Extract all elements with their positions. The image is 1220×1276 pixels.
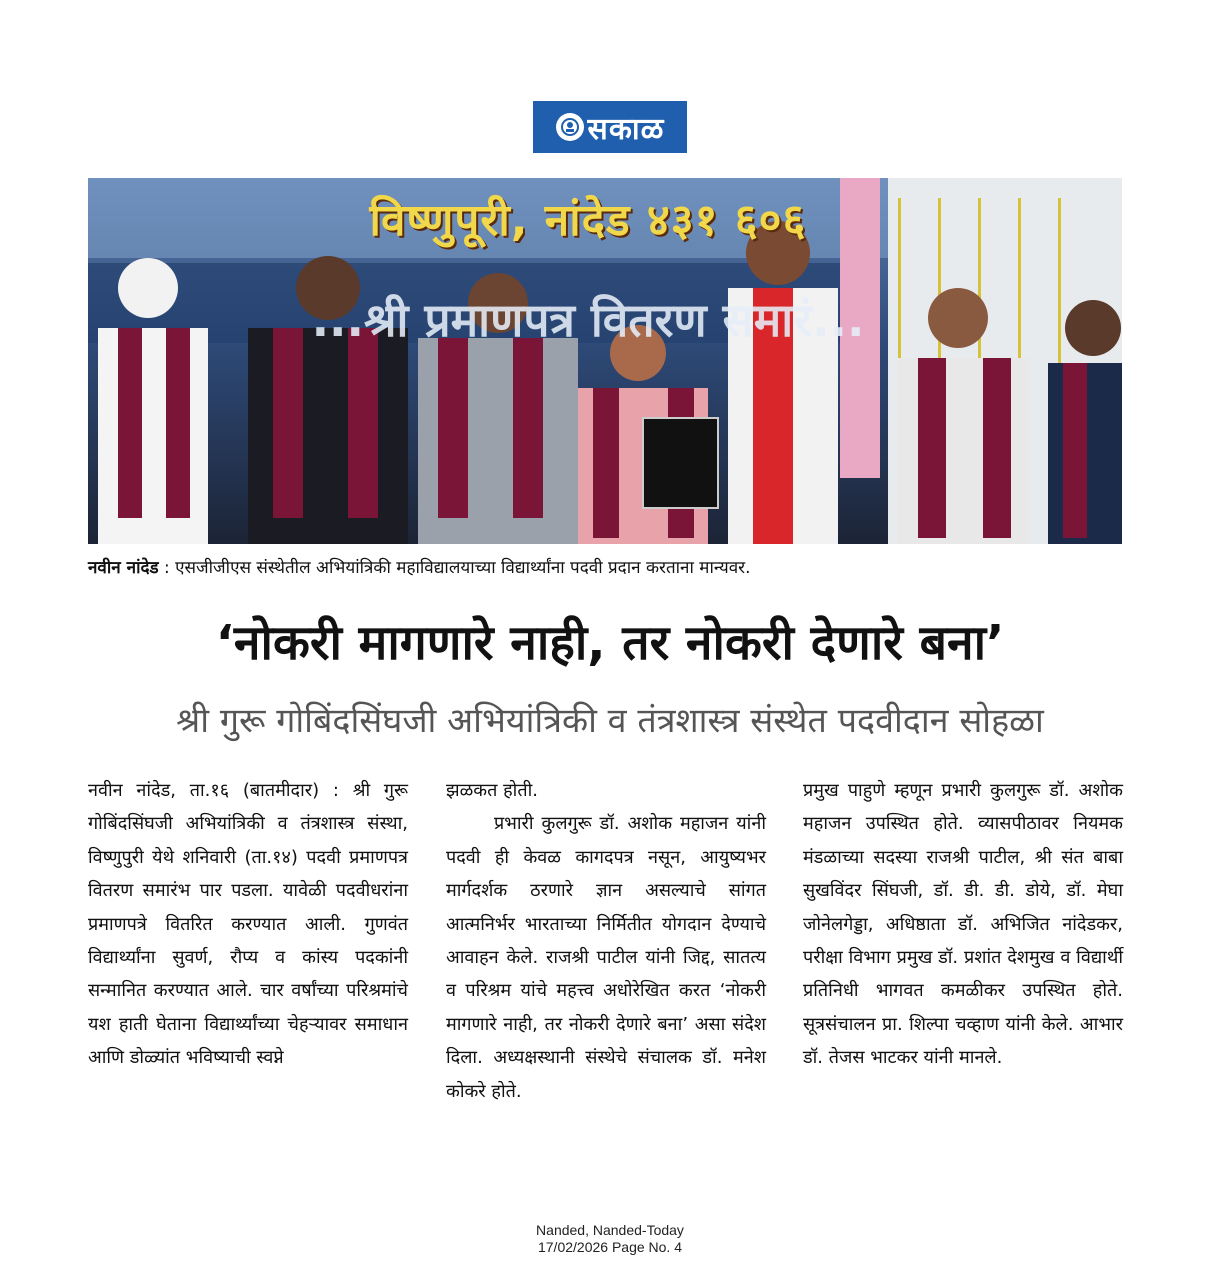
article-column-3: [803, 774, 1123, 1075]
caption-text: : एसजीजीएस संस्थेतील अभियांत्रिकी महाविद्यालयाच्या विद्यार्थ्यांना पदवी प्रदान करताना मान्यवर.: [158, 558, 751, 578]
article-column-2: [446, 774, 766, 1108]
masthead-name: सकाळ: [587, 111, 665, 147]
subheadline: श्री गुरू गोबिंदसिंघजी अभियांत्रिकी व तंत्रशास्त्र संस्थेत पदवीदान सोहळा: [176, 701, 1044, 741]
footer-edition: Nanded, Nanded-Today: [536, 1222, 684, 1238]
photo-caption: [88, 556, 1128, 580]
article-paragraph: झळकत होती.: [446, 780, 538, 801]
newspaper-masthead: [533, 101, 687, 153]
article-paragraph: प्रमुख पाहुणे म्हणून प्रभारी कुलगुरू डॉ. अशोक महाजन उपस्थित होते. व्यासपीठावर नियमक मंडळाच्या सदस्या राजश्री पाटील, श्री संत बाबा सुखविंदर सिंघजी, डॉ. डी. डी. डोये, डॉ. मेघा जोनेलगेड्डा, अधिष्ठाता डॉ. अभिजित नांदेडकर, परीक्षा विभाग प्रमुख डॉ. प्रशांत देशमुख व विद्यार्थी प्रतिनिधी भागवत कमळीकर उपस्थित होते. सूत्रसंचालन प्रा. शिल्पा चव्हाण यांनी केले. आभार डॉ. तेजस भाटकर यांनी मानले.: [803, 780, 1123, 1069]
headline: ‘नोकरी मागणारे नाही, तर नोकरी देणारे बना’: [215, 615, 1005, 671]
caption-place: नवीन नांदेड: [88, 558, 159, 578]
banner-heading: विष्णुपूरी, नांदेड ४३१ ६०६: [369, 195, 807, 246]
article-paragraph: नवीन नांदेड, ता.१६ (बातमीदार) : श्री गुरू गोबिंदसिंघजी अभियांत्रिकी व तंत्रशास्त्र संस्था, विष्णुपुरी येथे शनिवारी (ता.१४) पदवी प्रमाणपत्र वितरण समारंभ पार पडला. यावेळी पदवीधरांना प्रमाणपत्रे वितरित करण्यात आली. गुणवंत विद्यार्थ्यांना सुवर्ण, रौप्य व कांस्य पदकांनी सन्मानित करण्यात आले. चार वर्षांच्या परिश्रमांचे यश हाती घेताना विद्यार्थ्यांच्या चेहऱ्यावर समाधान आणि डोळ्यांत भविष्याची स्वप्ने: [88, 780, 408, 1069]
banner-subheading: ...श्री प्रमाणपत्र वितरण समारं...: [311, 293, 865, 347]
article-column-1: [88, 774, 408, 1075]
article-paragraph: प्रभारी कुलगुरू डॉ. अशोक महाजन यांनी पदवी ही केवळ कागदपत्र नसून, आयुष्यभर मार्गदर्शक ठरणारे ज्ञान असल्याचे सांगत आत्मनिर्भर भारताच्या निर्मितीत योगदान देण्याचे आवाहन केले. राजश्री पाटील यांनी जिद्द, सातत्य व परिश्रम यांचे महत्त्व अधोरेखित करत ‘नोकरी मागणारे नाही, तर नोकरी देणारे बना’ असा संदेश दिला. अध्यक्षस्थानी संस्थेचे संचालक डॉ. मनेश कोकरे होते.: [446, 813, 766, 1102]
footer-date-page: 17/02/2026 Page No. 4: [537, 1239, 682, 1255]
sakal-logo-icon: [556, 113, 584, 141]
event-photo: [88, 178, 1122, 544]
publication-footer: [410, 1222, 810, 1256]
